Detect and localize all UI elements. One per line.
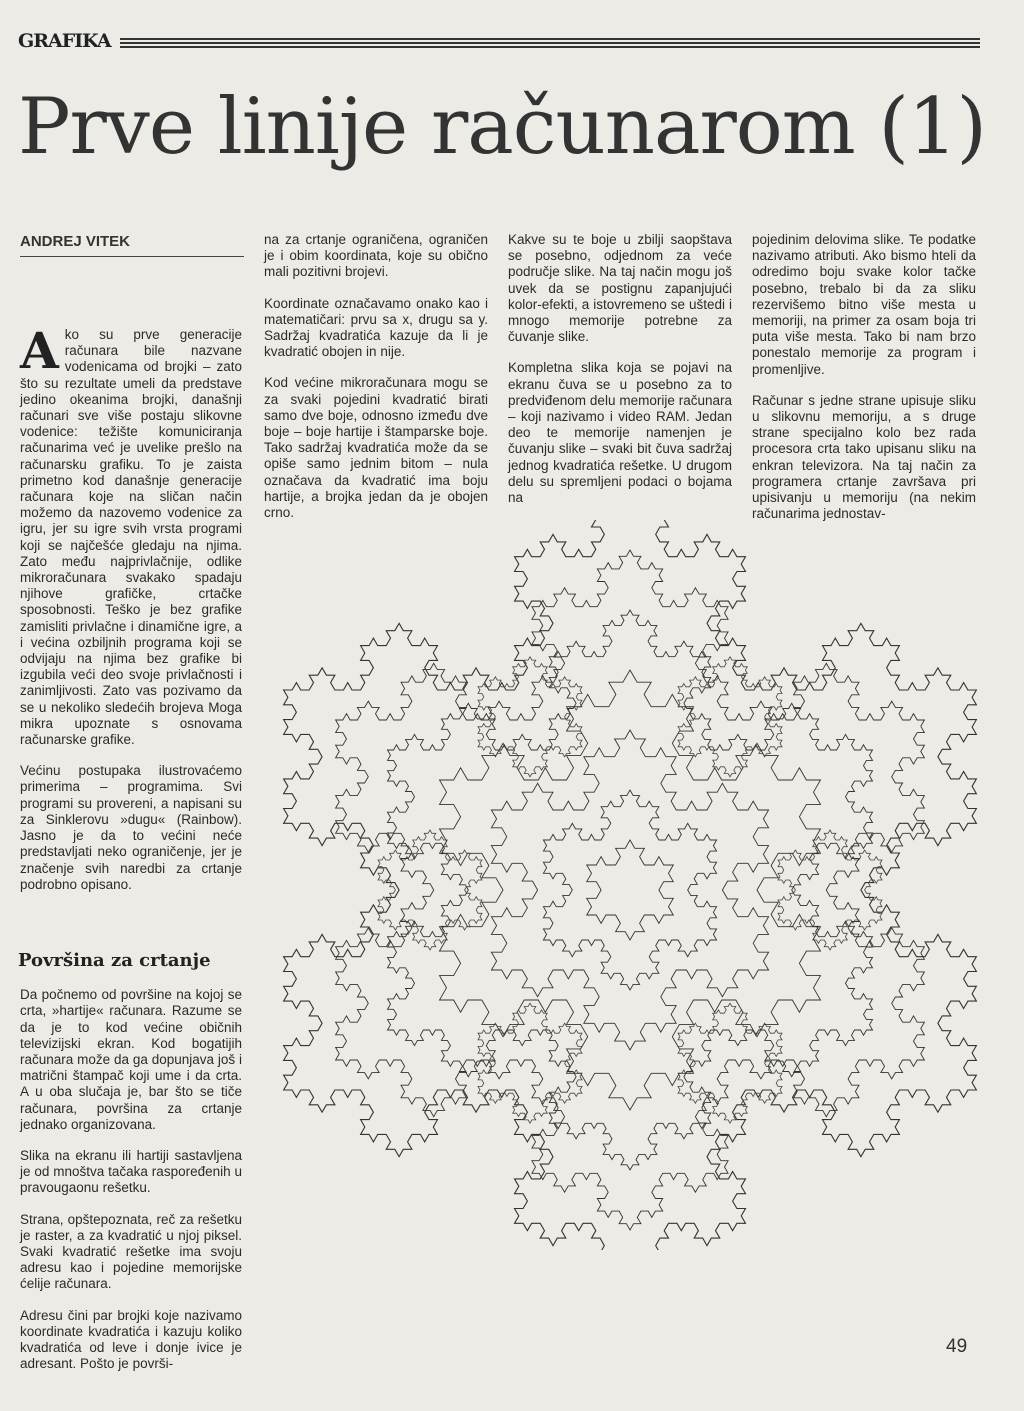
- column-3: [508, 232, 732, 521]
- paragraph: Kakve su te boje u zbilji saopštava se posebno, odjednom za veće područje slike. Na taj način mogu još uvek da se postignu zapanjujući kolor-efekti, a istovremeno se uštedi i mnogo memorije potrebne za čuvanje slike.: [508, 232, 732, 345]
- column-4: [752, 232, 976, 537]
- column-1: [18, 321, 242, 1387]
- paragraph: Koordinate označavamo onako kao i matematičari: prvu sa x, drugu sa y. Sadržaj kvadratića kazuje da li je kvadratić obojen in nije.: [264, 295, 488, 360]
- article-title: Prve linije računarom (1): [18, 82, 986, 172]
- fractal-lobe: [478, 657, 582, 777]
- drop-cap: A: [20, 321, 59, 380]
- paragraph: [20, 321, 242, 748]
- fractal-layer: [543, 790, 716, 990]
- fractal-layer: [440, 670, 821, 1110]
- fractal-layer: [284, 520, 977, 1250]
- fractal-layer: [587, 840, 674, 940]
- paragraph: na za crtanje ograničena, ograničen je i obim koordinata, koje su obično mali pozitivni brojevi.: [264, 232, 488, 280]
- paragraph-text: ko su prve generacije računara bile nazvane vodenicama od brojki – zato što su rezultate umeli da predstave jedino okeanima brojki, današnji računari sve više postaju slikovne vodenice: težište komuniciranja računarima već je uvelike prešlo na računarsku grafiku. To je zaista primetno kod današnje generacije računara koje na sličan način možemo da nazovemo vodenice za igru, jer su igre svih vrsta programi koji se najčešće gledaju na njima. Zato među najprivlačnije, odlike mikroračunara svakako spadaju njihove grafičke, crtačke sposobnosti. Teško je bez grafike zamisliti privlačne i dinamične igre, a i većina ozbiljnih programa koji se odvijaju na njima bez grafike bi izgubila veći deo svoje privlačnosti i zanimljivosti. Zato vas pozivamo da se u nekoliko sledećih brojeva Moga mikra upoznate s osnovama računarske grafike.: [20, 327, 242, 748]
- subheading: Površina za crtanje: [18, 949, 211, 971]
- fractal-layer: [388, 610, 873, 1170]
- fractal-lobe: [678, 657, 782, 777]
- section-label: GRAFIKA: [18, 30, 111, 52]
- paragraph: Strana, opštepoznata, reč za rešetku je raster, a za kvadratić u njoj piksel. Svaki kvadratić rešetke ima svoju adresu kao i pojedine memorijske ćelije računara.: [20, 1211, 242, 1292]
- fractal-lobe: [378, 830, 482, 950]
- fractal-layer: [336, 550, 925, 1230]
- fractal-layer: [491, 730, 768, 1050]
- paragraph: Kompletna slika koja se pojavi na ekranu čuva se u posebno za to predviđenom delu memorije računara – koji nazivamo i video RAM. Jedan deo te memorije namenjen je čuvanju slike – svaki bit čuva sadržaj jednog kvadratića rešetke. U drugom delu su spremljeni podaci o bojama na: [508, 360, 732, 506]
- header-rule: [120, 38, 980, 52]
- paragraph: Adresu čini par brojki koje nazivamo koordinate kvadratića i kazuju koliko kvadratića od leve i donje ivice je adresant. Pošto je površi-: [20, 1307, 242, 1372]
- paragraph: Da počnemo od površine na kojoj se crta, »hartije« računara. Razume se da je to kod većine običnih televizijski ekran. Kod bogatijih računara može da ga dopunjava još i matrični štampač koji ume i da crta. A u oba slučaja je, bar što se tiče računara, površina za crtanje jednako organizovana.: [20, 987, 242, 1132]
- fractal-curve-icon: [270, 520, 990, 1250]
- paragraph: pojedinim delovima slike. Te podatke nazivamo atributi. Ako bismo hteli da odredimo boju svake kolor tačke posebno, trebalo bi da za sliku rezervišemo bitno više mesta u memoriji, na primer za osam boja tri puta više mesta. Tako bi nam brzo ponestalo memorije za program i promenljive.: [752, 232, 976, 377]
- page-number: 49: [946, 1336, 968, 1357]
- paragraph: Kod većine mikroračunara mogu se za svaki pojedini kvadratić birati samo dve boje, odnosno između dve boje – boje hartije i štamparske boje. Tako sadržaj kvadratića može da se opiše samo jednim bitom – nula označava da kvadratić ima boju hartije, a brojka jedan da je obojen crno.: [264, 375, 488, 521]
- fractal-lobe: [478, 1003, 582, 1123]
- paragraph: Slika na ekranu ili hartiji sastavljena je od mnoštva tačaka raspoređenih u pravougaonu rešetku.: [20, 1147, 242, 1196]
- author-name: ANDREJ VITEK: [20, 233, 244, 257]
- column-2: [264, 232, 488, 536]
- paragraph: Većinu postupaka ilustrovaćemo primerima – programima. Svi programi su provereni, a napisani su za Sinklerovu »dugu« (Rainbow). Jasno je da to većini neće predstavljati neko ograničenje, jer je značenje svih naredbi za crtanje podrobno opisano.: [20, 763, 242, 892]
- fractal-lobe: [778, 830, 882, 950]
- paragraph: Računar s jedne strane upisuje sliku u slikovnu memoriju, a s druge strane specijalno kolo bez rada procesora crta tako upisanu sliku na enkran televizora. Na taj način za programera crtanje završava pri upisivanju u memoriju (na nekim računarima jednostav-: [752, 392, 976, 522]
- fractal-lobe: [678, 1003, 782, 1123]
